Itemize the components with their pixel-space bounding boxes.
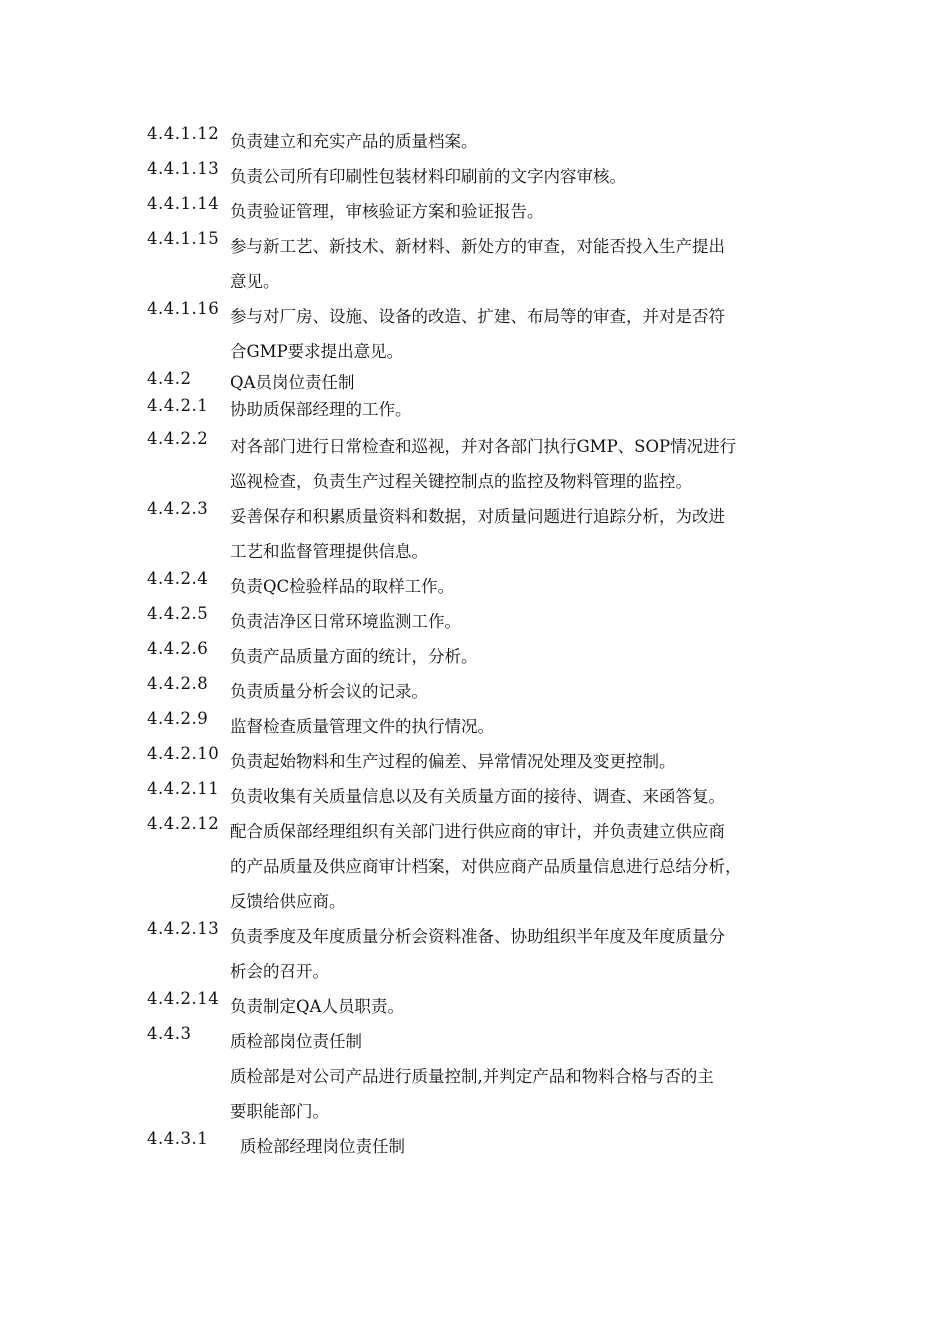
item-text	[230, 814, 827, 919]
text-line: 工艺和监督管理提供信息。	[230, 542, 428, 561]
list-item	[147, 499, 827, 569]
section-paragraph	[230, 1059, 827, 1129]
item-text	[230, 1024, 827, 1059]
item-number: 4.4.2.13	[147, 919, 220, 938]
list-item	[147, 569, 827, 604]
text-line: 质检部是对公司产品进行质量控制,并判定产品和物料合格与否的主	[230, 1067, 714, 1086]
item-text	[230, 919, 827, 989]
item-text	[230, 124, 827, 159]
item-number: 4.4.2.10	[147, 744, 220, 763]
list-item	[147, 779, 827, 814]
list-item	[147, 159, 827, 194]
section-heading	[147, 1129, 827, 1164]
item-text	[230, 744, 827, 779]
text-line: 反馈给供应商。	[230, 892, 346, 911]
document-content	[147, 124, 827, 1164]
list-item	[147, 124, 827, 159]
text-line: 意见。	[230, 272, 280, 291]
item-number: 4.4.1.13	[147, 159, 220, 178]
text-line: 析会的召开。	[230, 962, 329, 981]
text-line: 合GMP要求提出意见。	[230, 342, 404, 361]
text-line: 负责洁净区日常环境监测工作。	[230, 612, 461, 631]
item-number: 4.4.2.12	[147, 814, 220, 833]
list-item	[147, 919, 827, 989]
item-number: 4.4.1.12	[147, 124, 220, 143]
text-line: 负责产品质量方面的统计，分析。	[230, 647, 478, 666]
item-text	[230, 396, 827, 423]
list-item	[147, 194, 827, 229]
item-number: 4.4.2.6	[147, 639, 209, 658]
item-number: 4.4.2.4	[147, 569, 209, 588]
item-number: 4.4.1.14	[147, 194, 220, 213]
item-text	[230, 989, 827, 1024]
item-number: 4.4.1.15	[147, 229, 220, 248]
item-text	[230, 569, 827, 604]
item-text	[230, 299, 827, 369]
text-line: 负责验证管理，审核验证方案和验证报告。	[230, 202, 544, 221]
item-number: 4.4.2.9	[147, 709, 209, 728]
text-line: 的产品质量及供应商审计档案，对供应商产品质量信息进行总结分析，	[230, 857, 742, 876]
item-text	[240, 1129, 827, 1164]
list-item	[147, 229, 827, 299]
text-line: 负责收集有关质量信息以及有关质量方面的接待、调查、来函答复。	[230, 787, 725, 806]
text-line: 对各部门进行日常检查和巡视，并对各部门执行GMP、SOP情况进行	[230, 437, 737, 456]
text-line: 参与新工艺、新技术、新材料、新处方的审查，对能否投入生产提出	[230, 237, 725, 256]
list-item	[147, 814, 827, 919]
text-line: 质检部岗位责任制	[230, 1032, 362, 1051]
item-text	[230, 639, 827, 674]
section-heading	[147, 369, 827, 396]
item-text	[230, 499, 827, 569]
item-number: 4.4.2.8	[147, 674, 209, 693]
item-number: 4.4.2.1	[147, 396, 209, 415]
item-number: 4.4.3.1	[147, 1129, 209, 1148]
text-line: 监督检查质量管理文件的执行情况。	[230, 717, 494, 736]
item-text	[230, 604, 827, 639]
text-line: QA员岗位责任制	[230, 373, 355, 392]
list-item	[147, 989, 827, 1024]
text-line: 参与对厂房、设施、设备的改造、扩建、布局等的审查，并对是否符	[230, 307, 725, 326]
list-item	[147, 299, 827, 369]
item-number: 4.4.3	[147, 1024, 192, 1043]
text-line: 负责建立和充实产品的质量档案。	[230, 132, 478, 151]
text-line: 负责季度及年度质量分析会资料准备、协助组织半年度及年度质量分	[230, 927, 725, 946]
text-line: 巡视检查，负责生产过程关键控制点的监控及物料管理的监控。	[230, 472, 692, 491]
item-number: 4.4.1.16	[147, 299, 220, 318]
item-text	[230, 674, 827, 709]
text-line: 要职能部门。	[230, 1102, 329, 1121]
item-text	[230, 709, 827, 744]
item-number: 4.4.2.14	[147, 989, 220, 1008]
item-text	[230, 194, 827, 229]
text-line: 协助质保部经理的工作。	[230, 400, 412, 419]
item-number: 4.4.2	[147, 369, 192, 388]
list-item	[147, 674, 827, 709]
item-text	[230, 229, 827, 299]
list-item	[147, 396, 827, 423]
list-item	[147, 744, 827, 779]
item-text	[230, 779, 827, 814]
item-text	[230, 369, 827, 396]
text-line: 妥善保存和积累质量资料和数据，对质量问题进行追踪分析，为改进	[230, 507, 725, 526]
text-line: 负责起始物料和生产过程的偏差、异常情况处理及变更控制。	[230, 752, 676, 771]
text-line: 质检部经理岗位责任制	[240, 1137, 405, 1156]
list-item	[147, 709, 827, 744]
list-item	[147, 639, 827, 674]
item-number: 4.4.2.5	[147, 604, 209, 623]
item-text	[230, 159, 827, 194]
text-line: 负责QC检验样品的取样工作。	[230, 577, 455, 596]
text-line: 负责制定QA人员职责。	[230, 997, 404, 1016]
list-item	[147, 604, 827, 639]
item-text	[230, 429, 827, 499]
list-item	[147, 429, 827, 499]
text-line: 负责公司所有印刷性包装材料印刷前的文字内容审核。	[230, 167, 626, 186]
item-number: 4.4.2.11	[147, 779, 220, 798]
item-number: 4.4.2.3	[147, 499, 209, 518]
section-heading	[147, 1024, 827, 1059]
text-line: 配合质保部经理组织有关部门进行供应商的审计，并负责建立供应商	[230, 822, 725, 841]
item-number: 4.4.2.2	[147, 429, 209, 448]
text-line: 负责质量分析会议的记录。	[230, 682, 428, 701]
